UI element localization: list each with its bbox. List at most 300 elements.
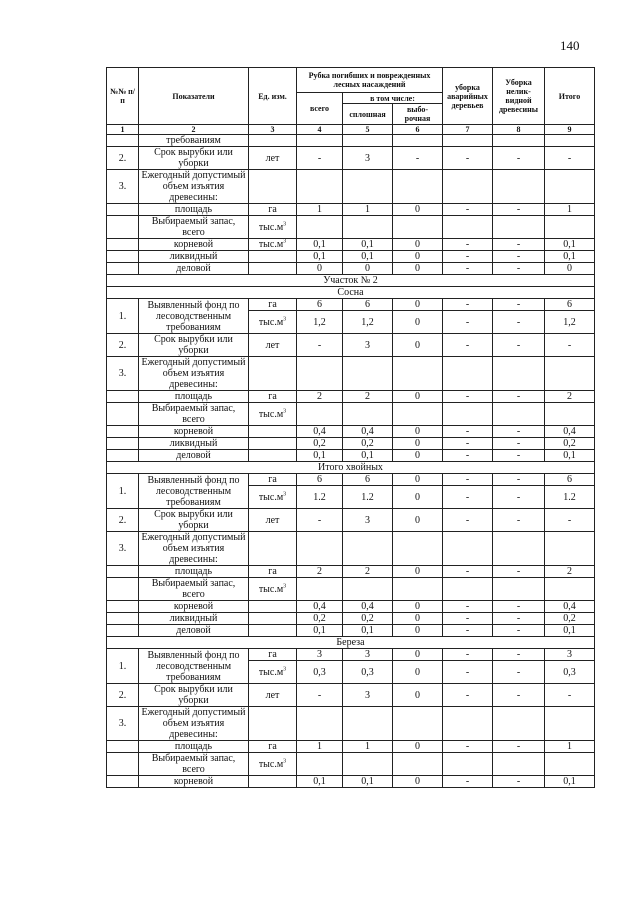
table-cell: $тыс.м^3$: [249, 239, 297, 251]
table-cell: 0: [393, 649, 443, 661]
section-title: Сосна: [107, 287, 595, 299]
table-cell: Срок вырубки или уборки: [139, 147, 249, 170]
table-cell: площадь: [139, 391, 249, 403]
table-cell: 3: [297, 649, 343, 661]
table-cell: -: [493, 566, 545, 578]
unit-superscript: 3: [283, 316, 287, 323]
table-cell: 0: [393, 251, 443, 263]
table-row: [107, 578, 595, 601]
table-cell: 6: [545, 474, 595, 486]
table-cell: [393, 170, 443, 204]
table-cell: [343, 532, 393, 566]
table-cell: 0,1: [343, 450, 393, 462]
table-cell: деловой: [139, 450, 249, 462]
table-cell: [249, 450, 297, 462]
indicator-label: Выявленный фонд по лесоводственным требованиям: [139, 474, 249, 509]
table-row: [107, 135, 595, 147]
table-cell: [107, 216, 139, 239]
table-cell: 2.: [107, 509, 139, 532]
table-cell: $тыс.м^3$: [249, 486, 297, 509]
table-cell: 0: [393, 613, 443, 625]
table-cell: 0,1: [343, 625, 393, 637]
table-cell: 0,1: [545, 450, 595, 462]
table-row: [107, 741, 595, 753]
table-cell: [443, 403, 493, 426]
table-cell: 1,2: [297, 311, 343, 334]
table-cell: 0,1: [545, 239, 595, 251]
header-total-all: всего: [297, 93, 343, 125]
table-cell: 0: [393, 684, 443, 707]
header-unit: Ед. изм.: [249, 68, 297, 125]
table-cell: $тыс.м^3$: [249, 661, 297, 684]
column-number: 5: [343, 125, 393, 135]
column-number: 2: [139, 125, 249, 135]
column-number: 1: [107, 125, 139, 135]
row-number: 1.: [107, 299, 139, 334]
table-cell: -: [443, 426, 493, 438]
column-number: 7: [443, 125, 493, 135]
table-row: [107, 170, 595, 204]
table-cell: -: [493, 263, 545, 275]
table-cell: -: [443, 613, 493, 625]
table-cell: Срок вырубки или уборки: [139, 509, 249, 532]
table-row: [107, 391, 595, 403]
table-cell: га: [249, 649, 297, 661]
table-cell: 3: [343, 649, 393, 661]
table-cell: [297, 532, 343, 566]
table-row: [107, 707, 595, 741]
table-cell: 0,1: [343, 776, 393, 788]
table-cell: 0,4: [297, 601, 343, 613]
unit-superscript: 3: [283, 758, 287, 765]
unit-superscript: 3: [283, 491, 287, 498]
table-cell: -: [443, 741, 493, 753]
table-cell: корневой: [139, 601, 249, 613]
table-cell: [107, 601, 139, 613]
indicator-label: Ежегодный допустимый объем изъятия древесины:: [139, 357, 249, 391]
table-cell: лет: [249, 509, 297, 532]
table-cell: 0: [297, 263, 343, 275]
header-illiquid: Уборка нелик-видной древесины: [493, 68, 545, 125]
table-row: [107, 625, 595, 637]
table-cell: [443, 357, 493, 391]
column-number: 6: [393, 125, 443, 135]
table-cell: 0: [393, 566, 443, 578]
table-cell: [393, 532, 443, 566]
table-cell: [249, 776, 297, 788]
table-cell: 3: [343, 147, 393, 170]
table-cell: 0: [393, 661, 443, 684]
table-cell: -: [493, 486, 545, 509]
table-row: [107, 509, 595, 532]
table-cell: [249, 170, 297, 204]
table-cell: 1.2: [545, 486, 595, 509]
table-cell: -: [493, 450, 545, 462]
table-cell: -: [443, 204, 493, 216]
table-cell: 1: [343, 741, 393, 753]
table-cell: [493, 753, 545, 776]
table-cell: -: [443, 601, 493, 613]
table-row: [107, 532, 595, 566]
table-cell: [443, 135, 493, 147]
indicator-label: Ежегодный допустимый объем изъятия древесины:: [139, 707, 249, 741]
table-cell: -: [443, 251, 493, 263]
table-cell: -: [443, 311, 493, 334]
table-cell: 3: [343, 334, 393, 357]
table-cell: -: [443, 239, 493, 251]
table-row: [107, 637, 595, 649]
table-cell: [393, 135, 443, 147]
table-cell: деловой: [139, 625, 249, 637]
table-cell: [393, 216, 443, 239]
table-cell: [107, 450, 139, 462]
table-cell: [107, 625, 139, 637]
table-cell: -: [493, 204, 545, 216]
table-cell: [343, 403, 393, 426]
header-emergency: уборка аварийных деревьев: [443, 68, 493, 125]
table-cell: [249, 707, 297, 741]
table-cell: [249, 426, 297, 438]
table-cell: 2: [545, 566, 595, 578]
table-cell: -: [443, 661, 493, 684]
table-cell: -: [493, 147, 545, 170]
table-cell: [443, 170, 493, 204]
table-cell: $тыс.м^3$: [249, 578, 297, 601]
table-cell: 2: [297, 391, 343, 403]
table-cell: [107, 438, 139, 450]
plot-title: Участок № 2: [107, 275, 595, 287]
table-cell: 0,4: [297, 426, 343, 438]
column-number: 3: [249, 125, 297, 135]
table-cell: -: [493, 239, 545, 251]
table-cell: 0: [393, 601, 443, 613]
section-title: Итого хвойных: [107, 462, 595, 474]
table-row: [107, 649, 595, 661]
table-cell: $тыс.м^3$: [249, 403, 297, 426]
table-cell: -: [443, 566, 493, 578]
table-cell: -: [493, 776, 545, 788]
table-cell: 0: [343, 263, 393, 275]
table-cell: -: [493, 438, 545, 450]
table-cell: 0: [393, 263, 443, 275]
table-cell: [545, 170, 595, 204]
table-cell: [107, 566, 139, 578]
table-cell: 0: [393, 509, 443, 532]
table-cell: [249, 251, 297, 263]
table-cell: [297, 170, 343, 204]
table-cell: [107, 403, 139, 426]
table-cell: -: [393, 147, 443, 170]
table-cell: Выбираемый запас, всего: [139, 753, 249, 776]
table-cell: 0,2: [297, 613, 343, 625]
table-cell: Ежегодный допустимый объем изъятия древесины:: [139, 170, 249, 204]
page-number: 140: [560, 38, 580, 53]
table-cell: $тыс.м^3$: [249, 753, 297, 776]
table-cell: [545, 357, 595, 391]
table-cell: -: [443, 486, 493, 509]
table-cell: 0: [393, 438, 443, 450]
table-cell: [107, 263, 139, 275]
table-cell: площадь: [139, 741, 249, 753]
row-number: 3.: [107, 357, 139, 391]
table-cell: 0,2: [343, 438, 393, 450]
table-cell: 0,1: [545, 776, 595, 788]
table-cell: 0,1: [297, 450, 343, 462]
table-cell: [107, 239, 139, 251]
table-cell: [297, 357, 343, 391]
table-cell: 0,1: [545, 625, 595, 637]
unit-superscript: 3: [283, 408, 287, 415]
table-cell: [343, 753, 393, 776]
column-number: 4: [297, 125, 343, 135]
table-cell: [249, 135, 297, 147]
table-cell: [545, 532, 595, 566]
table-cell: [343, 170, 393, 204]
table-cell: 0: [393, 741, 443, 753]
column-number-row: [107, 125, 595, 135]
table-row: [107, 601, 595, 613]
table-cell: [493, 707, 545, 741]
unit-superscript: 3: [283, 666, 287, 673]
table-cell: Срок вырубки или уборки: [139, 334, 249, 357]
table-cell: [107, 391, 139, 403]
table-cell: [443, 216, 493, 239]
table-cell: -: [545, 334, 595, 357]
table-cell: 1: [545, 204, 595, 216]
table-cell: -: [493, 251, 545, 263]
table-cell: 6: [297, 474, 343, 486]
table-cell: 0,2: [297, 438, 343, 450]
table-cell: [107, 426, 139, 438]
table-cell: 0: [393, 334, 443, 357]
row-number: 1.: [107, 649, 139, 684]
header-indicators: Показатели: [139, 68, 249, 125]
table-row: [107, 263, 595, 275]
table-cell: 2: [545, 391, 595, 403]
table-cell: 0,2: [343, 613, 393, 625]
table-cell: -: [443, 334, 493, 357]
felling-table: [106, 67, 595, 788]
table-cell: [443, 707, 493, 741]
table-cell: [443, 753, 493, 776]
table-cell: [393, 707, 443, 741]
table-cell: 0,4: [343, 426, 393, 438]
table-cell: 0,3: [343, 661, 393, 684]
table-cell: лет: [249, 334, 297, 357]
table-cell: 2: [343, 566, 393, 578]
table-cell: -: [443, 776, 493, 788]
header-total: Итого: [545, 68, 595, 125]
table-cell: 0,4: [343, 601, 393, 613]
table-row: [107, 357, 595, 391]
table-cell: [249, 625, 297, 637]
table-cell: [297, 135, 343, 147]
table-cell: 1.2: [297, 486, 343, 509]
table-row: [107, 462, 595, 474]
table-cell: 1,2: [545, 311, 595, 334]
table-cell: 3: [545, 649, 595, 661]
table-cell: 0,1: [297, 251, 343, 263]
table-cell: площадь: [139, 566, 249, 578]
table-cell: [493, 135, 545, 147]
table-cell: [343, 578, 393, 601]
table-cell: 2.: [107, 147, 139, 170]
header-clear: сплошная: [343, 104, 393, 125]
table-cell: -: [443, 438, 493, 450]
table-cell: -: [443, 509, 493, 532]
header-selective: выбо-рочная: [393, 104, 443, 125]
table-cell: га: [249, 391, 297, 403]
table-cell: -: [545, 147, 595, 170]
table-cell: -: [443, 299, 493, 311]
table-cell: корневой: [139, 426, 249, 438]
table-row: [107, 299, 595, 311]
table-cell: Выбираемый запас, всего: [139, 578, 249, 601]
table-cell: -: [493, 613, 545, 625]
table-cell: 0,1: [343, 239, 393, 251]
table-cell: -: [443, 450, 493, 462]
table-cell: -: [493, 426, 545, 438]
header-num: №№ п/п: [107, 68, 139, 125]
table-cell: 0: [393, 450, 443, 462]
table-cell: $тыс.м^3$: [249, 311, 297, 334]
section-title: Береза: [107, 637, 595, 649]
table-cell: [107, 776, 139, 788]
table-row: [107, 776, 595, 788]
table-row: [107, 239, 595, 251]
table-row: [107, 438, 595, 450]
table-cell: [107, 578, 139, 601]
table-cell: 0: [393, 391, 443, 403]
table-cell: лет: [249, 147, 297, 170]
table-cell: га: [249, 299, 297, 311]
table-cell: -: [493, 391, 545, 403]
table-cell: 0,4: [545, 426, 595, 438]
table-cell: 3: [343, 684, 393, 707]
table-row: [107, 403, 595, 426]
table-cell: 3: [343, 509, 393, 532]
table-cell: [249, 601, 297, 613]
table-cell: [545, 135, 595, 147]
table-cell: Выбираемый запас, всего: [139, 403, 249, 426]
table-cell: 0,2: [545, 438, 595, 450]
table-cell: -: [493, 601, 545, 613]
table-cell: 6: [297, 299, 343, 311]
table-cell: [107, 204, 139, 216]
table-row: [107, 566, 595, 578]
table-cell: [493, 170, 545, 204]
indicator-label: Ежегодный допустимый объем изъятия древесины:: [139, 532, 249, 566]
table-cell: -: [493, 299, 545, 311]
table-cell: 0,1: [343, 251, 393, 263]
table-cell: [249, 532, 297, 566]
table-cell: [107, 613, 139, 625]
table-row: [107, 147, 595, 170]
table-cell: [493, 532, 545, 566]
table-cell: -: [493, 474, 545, 486]
table-cell: 0,1: [297, 776, 343, 788]
table-cell: [545, 403, 595, 426]
table-cell: -: [545, 684, 595, 707]
table-cell: 0: [393, 311, 443, 334]
table-cell: -: [493, 311, 545, 334]
table-cell: 0,4: [545, 601, 595, 613]
table-cell: -: [443, 474, 493, 486]
table-cell: [393, 403, 443, 426]
table-cell: -: [443, 147, 493, 170]
table-cell: корневой: [139, 776, 249, 788]
table-cell: 0,1: [545, 251, 595, 263]
table-row: [107, 474, 595, 486]
table-cell: корневой: [139, 239, 249, 251]
table-row: [107, 684, 595, 707]
table-cell: 0,1: [297, 625, 343, 637]
table-cell: 6: [343, 299, 393, 311]
table-cell: -: [443, 649, 493, 661]
table-row: [107, 216, 595, 239]
table-row: [107, 753, 595, 776]
table-cell: 1: [545, 741, 595, 753]
table-row: [107, 613, 595, 625]
table-cell: [107, 741, 139, 753]
table-cell: Выбираемый запас, всего: [139, 216, 249, 239]
table-cell: [297, 403, 343, 426]
table-cell: [297, 753, 343, 776]
header-including: в том числе:: [343, 93, 443, 104]
table-cell: -: [545, 509, 595, 532]
table-cell: 0: [393, 426, 443, 438]
table-cell: 1.2: [343, 486, 393, 509]
table-row: [107, 450, 595, 462]
table-cell: 0: [393, 776, 443, 788]
unit-superscript: 3: [283, 238, 287, 245]
table-cell: [107, 251, 139, 263]
table-cell: 0: [393, 204, 443, 216]
table-cell: [493, 216, 545, 239]
table-cell: 6: [343, 474, 393, 486]
row-number: 3.: [107, 532, 139, 566]
table-row: [107, 287, 595, 299]
table-cell: деловой: [139, 263, 249, 275]
table-row: [107, 334, 595, 357]
table-cell: [249, 438, 297, 450]
table-cell: [249, 357, 297, 391]
table-cell: [493, 403, 545, 426]
table-cell: 0,1: [297, 239, 343, 251]
table-cell: -: [443, 263, 493, 275]
table-cell: -: [297, 509, 343, 532]
table-cell: 0: [545, 263, 595, 275]
table-cell: -: [493, 649, 545, 661]
table-cell: [343, 707, 393, 741]
table-cell: требованиям: [139, 135, 249, 147]
row-number: 1.: [107, 474, 139, 509]
table-cell: 0: [393, 239, 443, 251]
table-cell: 2.: [107, 334, 139, 357]
table-cell: ликвидный: [139, 251, 249, 263]
table-cell: [493, 578, 545, 601]
table-cell: [343, 216, 393, 239]
table-cell: площадь: [139, 204, 249, 216]
table-cell: 2: [297, 566, 343, 578]
table-cell: 0: [393, 486, 443, 509]
table-row: [107, 251, 595, 263]
table-cell: [343, 357, 393, 391]
table-cell: 1: [343, 204, 393, 216]
table-cell: 0: [393, 299, 443, 311]
table-cell: -: [493, 684, 545, 707]
table-cell: 0,3: [545, 661, 595, 684]
